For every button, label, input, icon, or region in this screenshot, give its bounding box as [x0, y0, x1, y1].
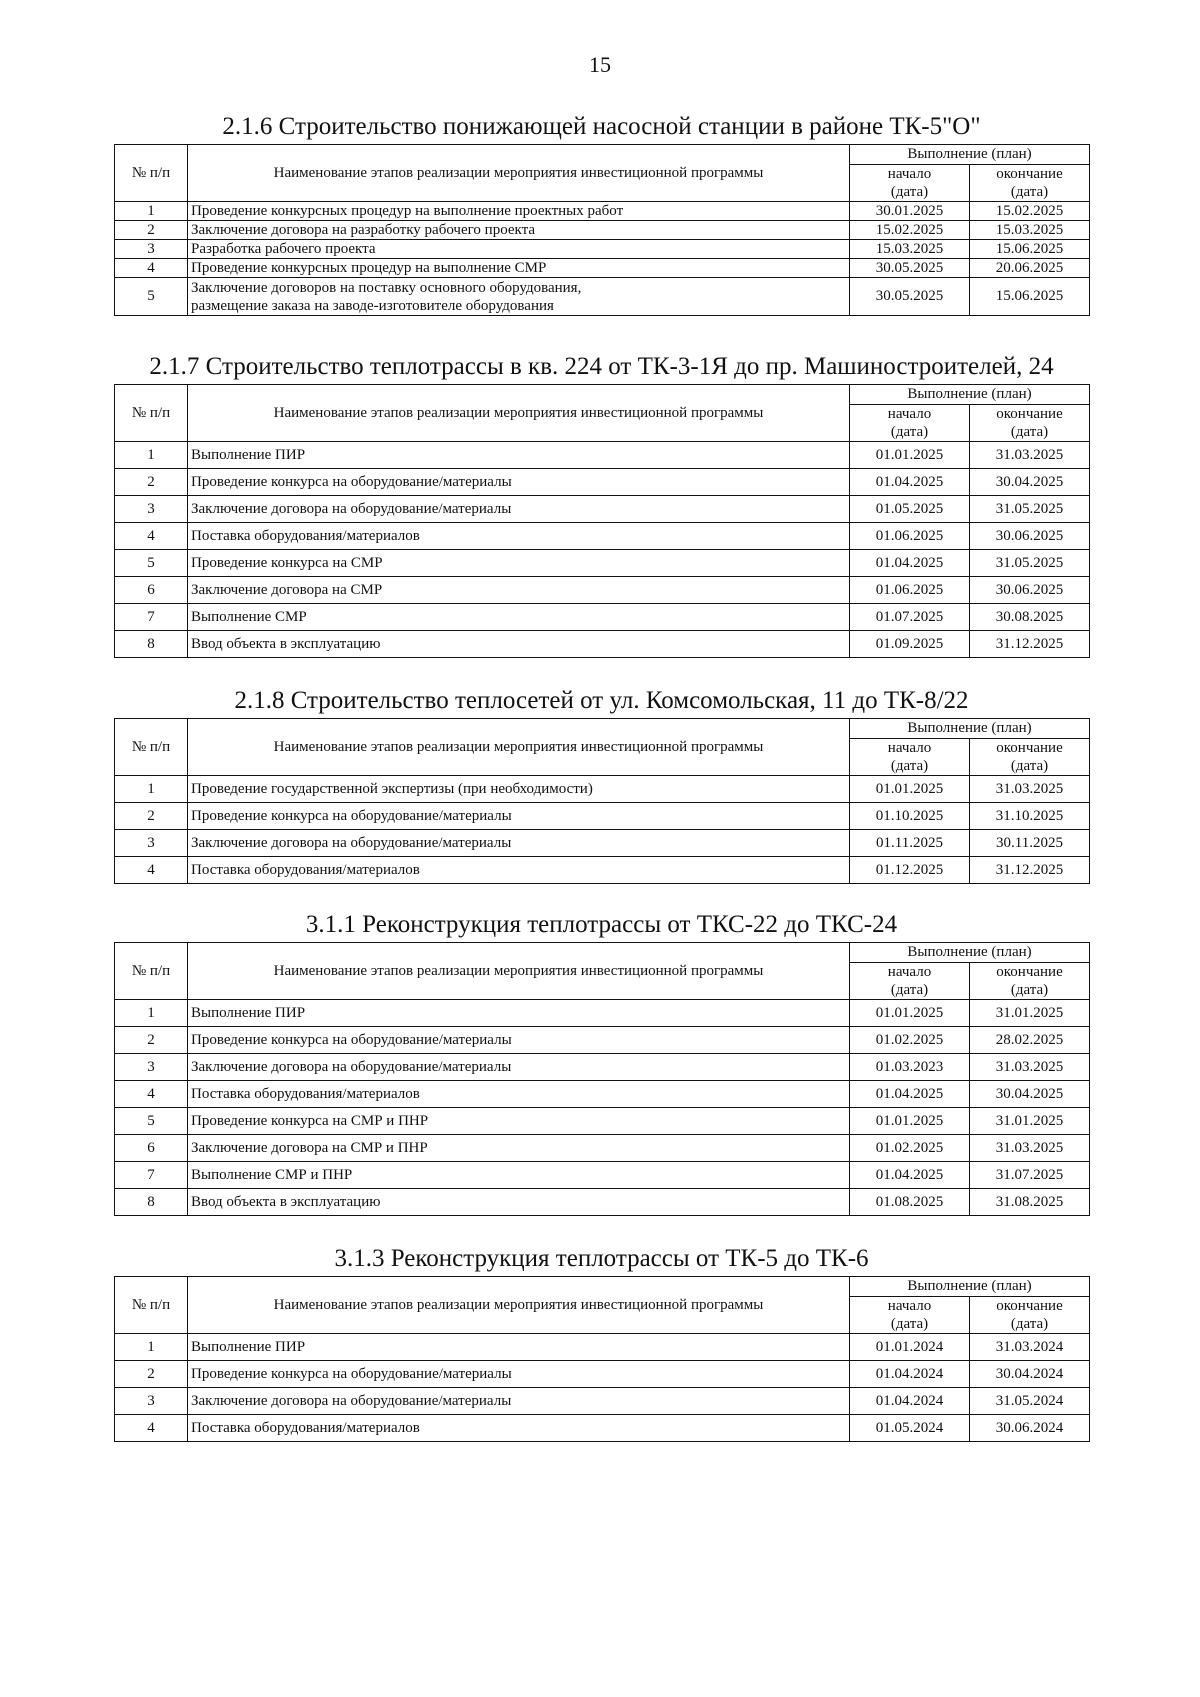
row-stage-name: Проведение конкурсных процедур на выполнение СМР	[188, 259, 850, 278]
header-num: № п/п	[115, 719, 188, 776]
row-stage-name: Разработка рабочего проекта	[188, 240, 850, 259]
row-stage-name: Выполнение СМР	[188, 604, 850, 631]
row-end-date: 28.02.2025	[970, 1027, 1090, 1054]
header-end-label: окончание	[996, 166, 1063, 182]
row-start-date: 01.07.2025	[850, 604, 970, 631]
row-num: 7	[115, 604, 188, 631]
row-stage-name: Ввод объекта в эксплуатацию	[188, 631, 850, 658]
row-num: 6	[115, 577, 188, 604]
header-end	[970, 1297, 1090, 1334]
row-start-date: 30.01.2025	[850, 202, 970, 221]
row-num: 8	[115, 631, 188, 658]
row-end-date: 31.07.2025	[970, 1162, 1090, 1189]
table-row	[115, 1388, 1090, 1415]
header-end	[970, 165, 1090, 202]
row-num: 2	[115, 1027, 188, 1054]
row-end-date: 31.05.2025	[970, 496, 1090, 523]
row-stage-name: Заключение договора на СМР	[188, 577, 850, 604]
row-stage-name: Выполнение СМР и ПНР	[188, 1162, 850, 1189]
table-row	[115, 523, 1090, 550]
row-end-date: 31.05.2024	[970, 1388, 1090, 1415]
header-end-label: окончание	[996, 406, 1063, 422]
header-name: Наименование этапов реализации мероприятия инвестиционной программы	[188, 1277, 850, 1334]
schedule-table	[114, 942, 1090, 1216]
row-num: 5	[115, 550, 188, 577]
header-name: Наименование этапов реализации мероприятия инвестиционной программы	[188, 943, 850, 1000]
header-num: № п/п	[115, 943, 188, 1000]
row-stage-name-line1: Заключение договоров на поставку основного оборудования,	[191, 279, 582, 296]
row-stage-name: Проведение конкурсных процедур на выполнение проектных работ	[188, 202, 850, 221]
row-stage-name: Проведение конкурса на оборудование/материалы	[188, 1361, 850, 1388]
header-name: Наименование этапов реализации мероприятия инвестиционной программы	[188, 719, 850, 776]
row-stage-name	[188, 278, 850, 316]
row-start-date: 01.01.2025	[850, 442, 970, 469]
row-end-date: 30.08.2025	[970, 604, 1090, 631]
header-num: № п/п	[115, 385, 188, 442]
page-number: 15	[589, 52, 611, 77]
header-end	[970, 739, 1090, 776]
table-row	[115, 604, 1090, 631]
row-end-date: 31.12.2025	[970, 857, 1090, 884]
table-row	[115, 496, 1090, 523]
row-end-date: 15.02.2025	[970, 202, 1090, 221]
schedule-table	[114, 1276, 1090, 1442]
header-start-note: (дата)	[890, 982, 929, 998]
header-start	[850, 963, 970, 1000]
row-start-date: 01.04.2024	[850, 1361, 970, 1388]
header-execution: Выполнение (план)	[850, 943, 1090, 963]
table-row	[115, 776, 1090, 803]
header-start-label: начало	[887, 166, 932, 182]
row-start-date: 01.01.2025	[850, 1000, 970, 1027]
row-num: 2	[115, 803, 188, 830]
table-row	[115, 631, 1090, 658]
row-end-date: 20.06.2025	[970, 259, 1090, 278]
header-end-note: (дата)	[1010, 184, 1049, 200]
section-title: 3.1.3 Реконструкция теплотрассы от ТК-5 до ТК-6	[334, 1245, 869, 1272]
row-num: 2	[115, 1361, 188, 1388]
row-start-date: 01.06.2025	[850, 577, 970, 604]
row-stage-name: Заключение договора на оборудование/материалы	[188, 1054, 850, 1081]
row-start-date: 01.03.2023	[850, 1054, 970, 1081]
row-num: 8	[115, 1189, 188, 1216]
row-num: 4	[115, 1081, 188, 1108]
row-num: 1	[115, 776, 188, 803]
row-stage-name: Поставка оборудования/материалов	[188, 523, 850, 550]
table-row	[115, 550, 1090, 577]
row-start-date: 01.04.2025	[850, 1162, 970, 1189]
row-end-date: 31.05.2025	[970, 550, 1090, 577]
table-row	[115, 1334, 1090, 1361]
table-row	[115, 1027, 1090, 1054]
header-start	[850, 405, 970, 442]
row-start-date: 01.01.2025	[850, 1108, 970, 1135]
row-start-date: 30.05.2025	[850, 278, 970, 316]
schedule-table	[114, 144, 1090, 316]
header-row	[115, 943, 1090, 963]
row-end-date: 30.06.2024	[970, 1415, 1090, 1442]
section-4	[114, 910, 1089, 1216]
row-end-date: 31.03.2025	[970, 776, 1090, 803]
table-row	[115, 1054, 1090, 1081]
header-execution: Выполнение (план)	[850, 1277, 1090, 1297]
row-end-date: 30.04.2025	[970, 469, 1090, 496]
row-end-date: 31.01.2025	[970, 1108, 1090, 1135]
row-num: 7	[115, 1162, 188, 1189]
row-end-date: 30.06.2025	[970, 523, 1090, 550]
row-num: 1	[115, 1000, 188, 1027]
header-end	[970, 405, 1090, 442]
section-2	[114, 352, 1089, 658]
row-stage-name: Проведение конкурса на оборудование/материалы	[188, 803, 850, 830]
row-num: 3	[115, 496, 188, 523]
row-end-date: 31.08.2025	[970, 1189, 1090, 1216]
header-end-label: окончание	[996, 1298, 1063, 1314]
row-stage-name-line2: размещение заказа на заводе-изготовителе оборудования	[191, 297, 554, 314]
row-start-date: 01.10.2025	[850, 803, 970, 830]
table-row	[115, 278, 1090, 316]
section-title: 2.1.6 Строительство понижающей насосной станции в районе ТК-5"О"	[222, 113, 981, 140]
row-start-date: 01.04.2025	[850, 550, 970, 577]
row-num: 4	[115, 1415, 188, 1442]
table-row	[115, 469, 1090, 496]
row-stage-name: Заключение договора на разработку рабочего проекта	[188, 221, 850, 240]
header-num: № п/п	[115, 145, 188, 202]
row-start-date: 01.05.2024	[850, 1415, 970, 1442]
row-num: 3	[115, 1054, 188, 1081]
row-stage-name: Заключение договора на оборудование/материалы	[188, 496, 850, 523]
row-start-date: 01.12.2025	[850, 857, 970, 884]
row-stage-name: Поставка оборудования/материалов	[188, 857, 850, 884]
row-stage-name: Поставка оборудования/материалов	[188, 1081, 850, 1108]
row-num: 5	[115, 1108, 188, 1135]
table-row	[115, 1108, 1090, 1135]
section-title: 3.1.1 Реконструкция теплотрассы от ТКС-22 до ТКС-24	[305, 911, 898, 938]
row-start-date: 01.02.2025	[850, 1027, 970, 1054]
row-num: 1	[115, 202, 188, 221]
header-name: Наименование этапов реализации мероприятия инвестиционной программы	[188, 145, 850, 202]
row-end-date: 31.03.2024	[970, 1334, 1090, 1361]
row-end-date: 30.06.2025	[970, 577, 1090, 604]
row-stage-name: Заключение договора на СМР и ПНР	[188, 1135, 850, 1162]
header-num: № п/п	[115, 1277, 188, 1334]
row-stage-name: Выполнение ПИР	[188, 442, 850, 469]
table-row	[115, 577, 1090, 604]
row-end-date: 31.03.2025	[970, 1135, 1090, 1162]
row-start-date: 01.04.2025	[850, 1081, 970, 1108]
table-row	[115, 1162, 1090, 1189]
row-end-date: 30.11.2025	[970, 830, 1090, 857]
header-start	[850, 1297, 970, 1334]
row-stage-name: Проведение конкурса на оборудование/материалы	[188, 1027, 850, 1054]
header-start-label: начало	[887, 740, 932, 756]
schedule-table	[114, 718, 1090, 884]
header-name: Наименование этапов реализации мероприятия инвестиционной программы	[188, 385, 850, 442]
row-end-date: 31.12.2025	[970, 631, 1090, 658]
header-start-note: (дата)	[890, 424, 929, 440]
row-start-date: 01.06.2025	[850, 523, 970, 550]
row-num: 3	[115, 240, 188, 259]
row-stage-name: Поставка оборудования/материалов	[188, 1415, 850, 1442]
row-start-date: 01.01.2025	[850, 776, 970, 803]
table-row	[115, 221, 1090, 240]
row-num: 4	[115, 523, 188, 550]
row-end-date: 15.03.2025	[970, 221, 1090, 240]
section-5	[114, 1244, 1089, 1442]
row-start-date: 01.11.2025	[850, 830, 970, 857]
header-start-note: (дата)	[890, 184, 929, 200]
row-end-date: 31.10.2025	[970, 803, 1090, 830]
row-start-date: 01.05.2025	[850, 496, 970, 523]
row-start-date: 30.05.2025	[850, 259, 970, 278]
row-num: 3	[115, 830, 188, 857]
row-num: 6	[115, 1135, 188, 1162]
header-end-note: (дата)	[1010, 982, 1049, 998]
table-row	[115, 1135, 1090, 1162]
header-end-label: окончание	[996, 964, 1063, 980]
row-stage-name: Ввод объекта в эксплуатацию	[188, 1189, 850, 1216]
row-num: 1	[115, 1334, 188, 1361]
row-num: 4	[115, 857, 188, 884]
row-num: 1	[115, 442, 188, 469]
header-end	[970, 963, 1090, 1000]
header-start-label: начало	[887, 964, 932, 980]
table-row	[115, 857, 1090, 884]
row-stage-name: Заключение договора на оборудование/материалы	[188, 830, 850, 857]
table-row	[115, 442, 1090, 469]
row-start-date: 01.04.2025	[850, 469, 970, 496]
row-start-date: 01.09.2025	[850, 631, 970, 658]
table-row	[115, 259, 1090, 278]
row-num: 5	[115, 278, 188, 316]
row-num: 3	[115, 1388, 188, 1415]
header-start-note: (дата)	[890, 1316, 929, 1332]
table-row	[115, 1361, 1090, 1388]
table-row	[115, 1189, 1090, 1216]
section-title: 2.1.8 Строительство теплосетей от ул. Комсомольская, 11 до ТК-8/22	[234, 687, 969, 714]
table-row	[115, 1000, 1090, 1027]
row-start-date: 01.02.2025	[850, 1135, 970, 1162]
row-start-date: 01.08.2025	[850, 1189, 970, 1216]
header-execution: Выполнение (план)	[850, 719, 1090, 739]
section-1	[114, 112, 1089, 316]
header-execution: Выполнение (план)	[850, 385, 1090, 405]
header-execution: Выполнение (план)	[850, 145, 1090, 165]
row-stage-name: Проведение конкурса на СМР и ПНР	[188, 1108, 850, 1135]
row-stage-name: Заключение договора на оборудование/материалы	[188, 1388, 850, 1415]
table-row	[115, 1081, 1090, 1108]
header-row	[115, 719, 1090, 739]
row-stage-name: Проведение конкурса на СМР	[188, 550, 850, 577]
row-stage-name: Проведение государственной экспертизы (при необходимости)	[188, 776, 850, 803]
row-start-date: 15.03.2025	[850, 240, 970, 259]
table-row	[115, 240, 1090, 259]
header-start-label: начало	[887, 406, 932, 422]
row-end-date: 30.04.2025	[970, 1081, 1090, 1108]
row-stage-name: Выполнение ПИР	[188, 1000, 850, 1027]
row-end-date: 15.06.2025	[970, 278, 1090, 316]
row-end-date: 15.06.2025	[970, 240, 1090, 259]
header-row	[115, 1277, 1090, 1297]
row-start-date: 15.02.2025	[850, 221, 970, 240]
header-end-label: окончание	[996, 740, 1063, 756]
header-end-note: (дата)	[1010, 758, 1049, 774]
section-title: 2.1.7 Строительство теплотрассы в кв. 224 от ТК-3-1Я до пр. Машиностроителей, 24	[149, 353, 1054, 380]
table-row	[115, 1415, 1090, 1442]
table-row	[115, 830, 1090, 857]
header-start	[850, 165, 970, 202]
row-start-date: 01.04.2024	[850, 1388, 970, 1415]
row-stage-name: Проведение конкурса на оборудование/материалы	[188, 469, 850, 496]
row-end-date: 31.03.2025	[970, 1054, 1090, 1081]
header-start-note: (дата)	[890, 758, 929, 774]
header-end-note: (дата)	[1010, 1316, 1049, 1332]
row-end-date: 30.04.2024	[970, 1361, 1090, 1388]
table-row	[115, 202, 1090, 221]
row-end-date: 31.01.2025	[970, 1000, 1090, 1027]
header-row	[115, 385, 1090, 405]
header-end-note: (дата)	[1010, 424, 1049, 440]
row-end-date: 31.03.2025	[970, 442, 1090, 469]
row-start-date: 01.01.2024	[850, 1334, 970, 1361]
header-start	[850, 739, 970, 776]
table-row	[115, 803, 1090, 830]
schedule-table	[114, 384, 1090, 658]
section-3	[114, 686, 1089, 884]
header-start-label: начало	[887, 1298, 932, 1314]
row-num: 2	[115, 221, 188, 240]
row-num: 4	[115, 259, 188, 278]
row-num: 2	[115, 469, 188, 496]
row-stage-name: Выполнение ПИР	[188, 1334, 850, 1361]
header-row	[115, 145, 1090, 165]
